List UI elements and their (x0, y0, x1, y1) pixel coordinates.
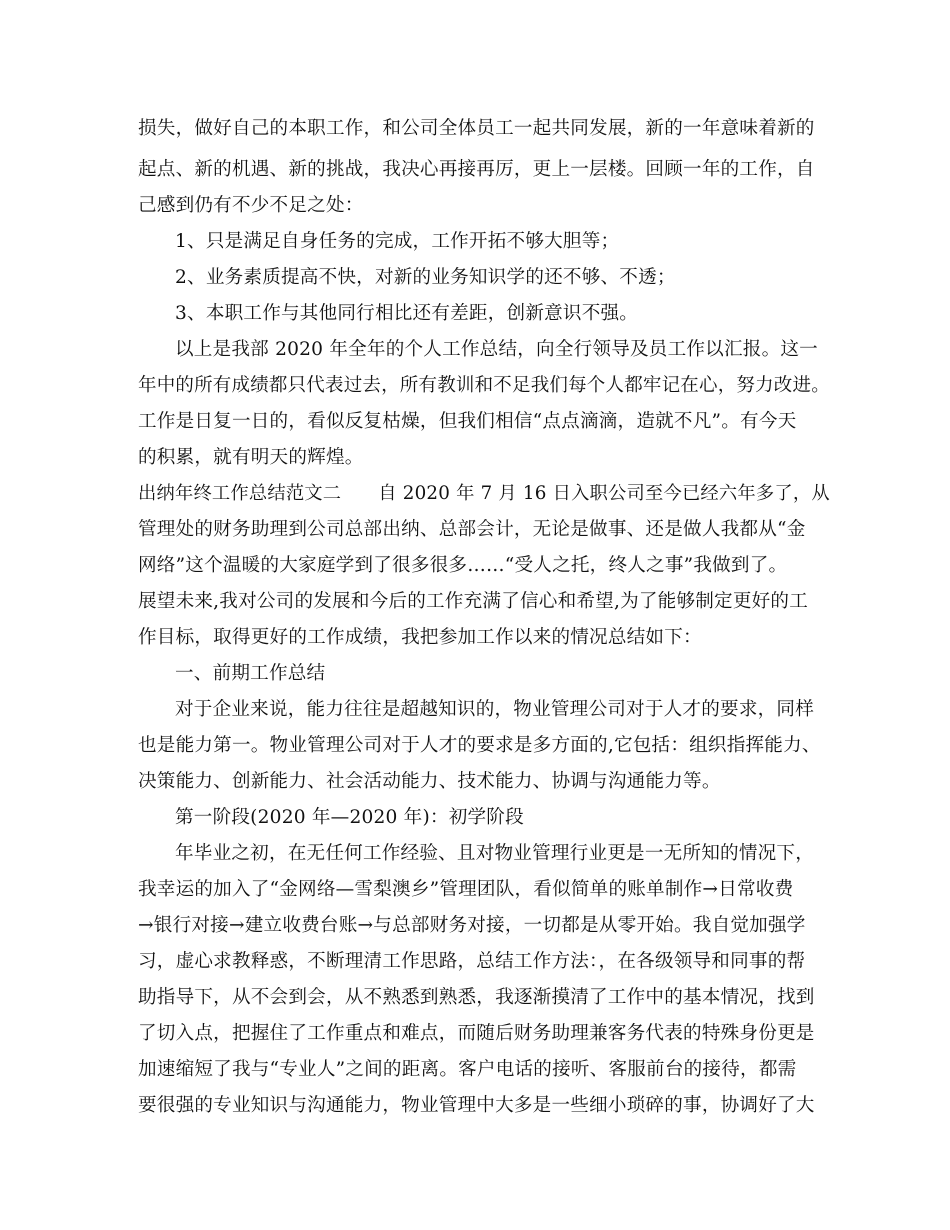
list-item: 1、只是满足自身任务的完成，工作开拓不够大胆等； (175, 231, 620, 252)
section-heading-line: 出纳年终工作总结范文二 自 2020 年 7 月 16 日入职公司至今已经六年多了，从 (138, 483, 830, 504)
text-line: 己感到仍有不少不足之处： (138, 195, 364, 216)
text-line: 决策能力、创新能力、社会活动能力、技术能力、协调与沟通能力等。 (138, 771, 721, 792)
text-line: 年中的所有成绩都只代表过去，所有教训和不足我们每个人都牢记在心，努力改进。 (138, 375, 830, 396)
text-line: 工作是日复一日的，看似反复枯燥，但我们相信“点点滴滴，造就不凡”。有今天 (138, 411, 797, 432)
text-line: 网络”这个温暖的大家庭学到了很多很多……“受人之托，终人之事”我做到了。 (138, 555, 788, 576)
text-line: 也是能力第一。物业管理公司对于人才的要求是多方面的,它包括：组织指挥能力、 (138, 735, 821, 756)
list-item: 3、本职工作与其他同行相比还有差距，创新意识不强。 (175, 303, 639, 324)
text-line: 加速缩短了我与“专业人”之间的距离。客户电话的接听、客服前台的接待，都需 (138, 1059, 797, 1080)
subheading: 一、前期工作总结 (175, 663, 326, 684)
text-line: 习，虚心求教释惑，不断理清工作思路，总结工作方法：，在各级领导和同事的帮 (138, 951, 806, 972)
text-line: 助指导下，从不会到会，从不熟悉到熟悉，我逐渐摸清了工作中的基本情况，找到 (138, 987, 815, 1008)
subheading: 第一阶段(2020 年—2020 年)：初学阶段 (175, 807, 524, 828)
text-line: 要很强的专业知识与沟通能力，物业管理中大多是一些细小琐碎的事，协调好了大 (138, 1095, 815, 1116)
text-line: 展望未来,我对公司的发展和今后的工作充满了信心和希望,为了能够制定更好的工 (138, 591, 809, 612)
text-line: 起点、新的机遇、新的挑战，我决心再接再厉，更上一层楼。回顾一年的工作，自 (138, 159, 815, 180)
text-line: 了切入点，把握住了工作重点和难点，而随后财务助理兼客务代表的特殊身份更是 (138, 1023, 815, 1044)
text-line: 损失，做好自己的本职工作，和公司全体员工一起共同发展，新的一年意味着新的 (138, 118, 815, 139)
text-line: 管理处的财务助理到公司总部出纳、总部会计，无论是做事、还是做人我都从“金 (138, 519, 806, 540)
text-line: 对于企业来说，能力往往是超越知识的，物业管理公司对于人才的要求，同样 (175, 699, 814, 720)
text-line: →银行对接→建立收费台账→与总部财务对接，一切都是从零开始。我自觉加强学 (138, 915, 806, 936)
text-line: 作目标，取得更好的工作成绩，我把参加工作以来的情况总结如下： (138, 627, 702, 648)
text-line: 我幸运的加入了“金网络—雪梨澳乡”管理团队，看似简单的账单制作→日常收费 (138, 879, 794, 900)
text-line: 以上是我部 2020 年全年的个人工作总结，向全行领导及员工作以汇报。这一 (175, 339, 818, 360)
text-line: 的积累，就有明天的辉煌。 (138, 447, 364, 468)
text-line: 年毕业之初，在无任何工作经验、且对物业管理行业更是一无所知的情况下， (175, 843, 814, 864)
list-item: 2、业务素质提高不快，对新的业务知识学的还不够、不透； (175, 267, 676, 288)
